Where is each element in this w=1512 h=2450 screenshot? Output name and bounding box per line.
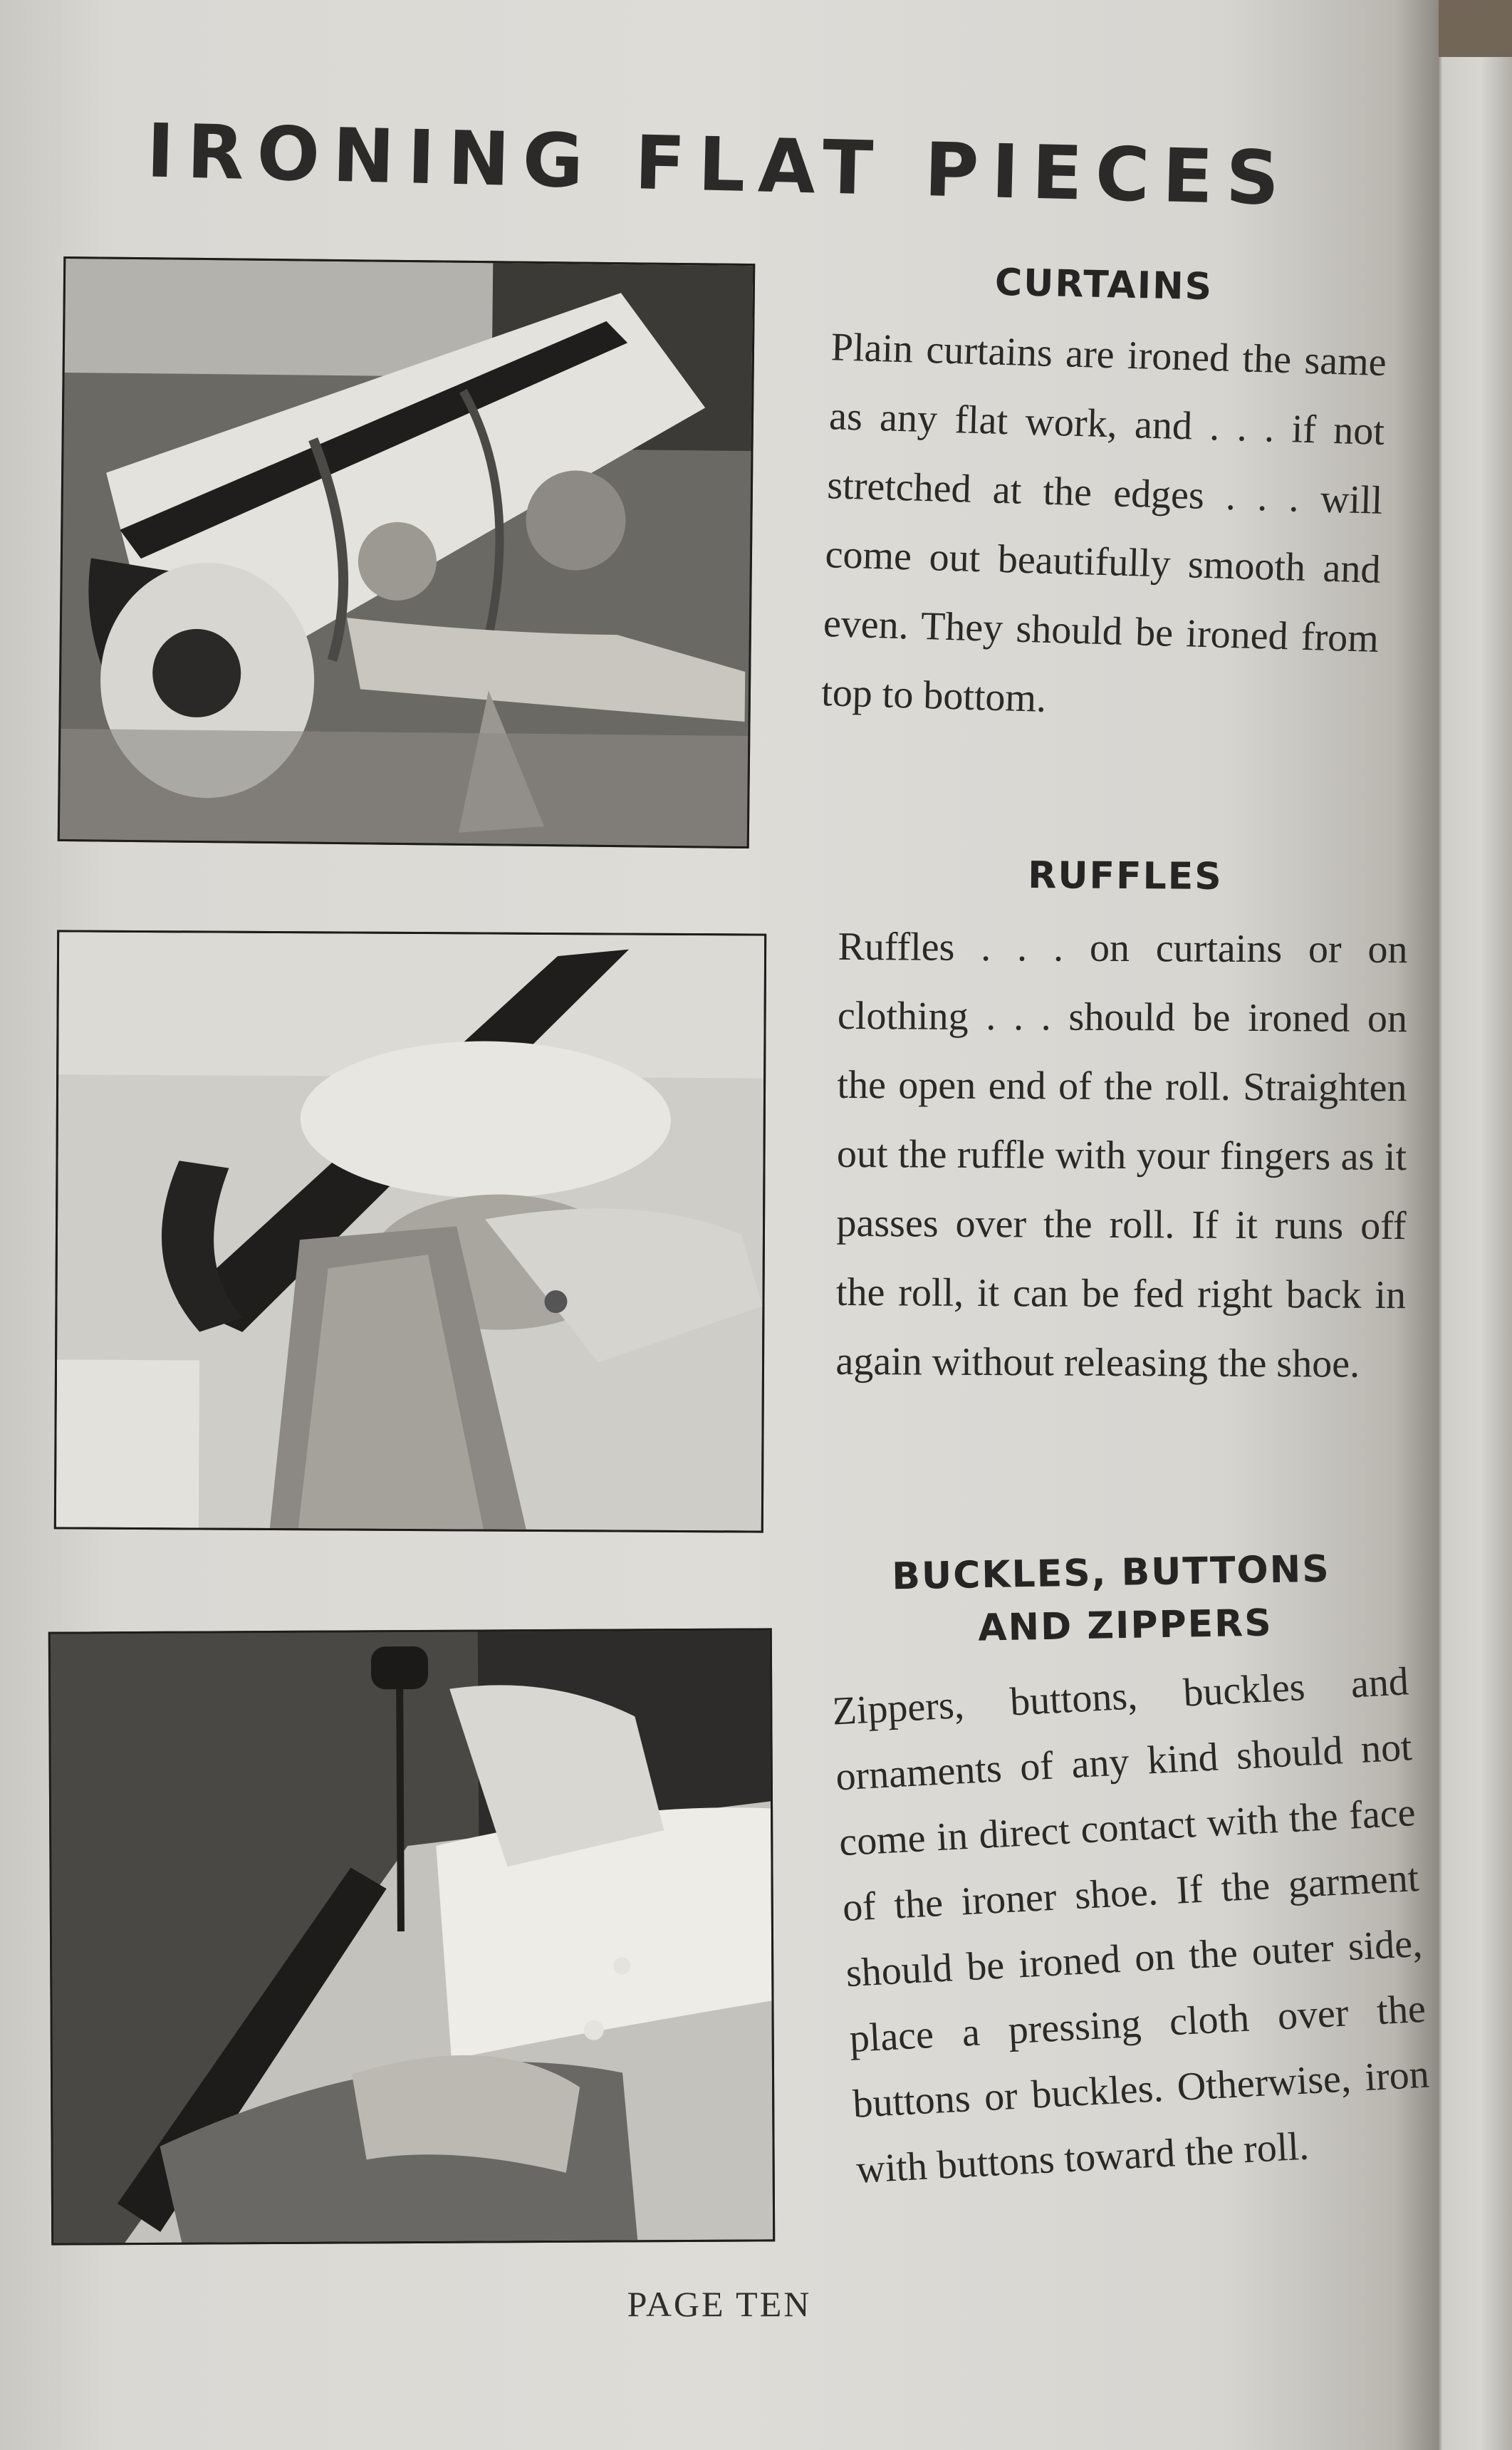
- page-number: PAGE TEN: [627, 2284, 812, 2324]
- heading-curtains: CURTAINS: [994, 261, 1214, 309]
- curtains-photo: [58, 256, 756, 848]
- ruffles-photo: [54, 930, 766, 1532]
- buttons-illustration: [51, 1630, 773, 2243]
- heading-buckles-line1: BUCKLES, BUTTONS: [891, 1547, 1331, 1599]
- next-page-edge: [1433, 57, 1512, 2450]
- buckles-text: Zippers, buttons, buckles and ornaments of any kind should not come in direct contact with the face of the ironer shoe. If the garment should be ironed on the outer side, place a pressing cloth over the buttons or buckles. Otherwise, iron with buttons toward the roll.: [831, 1659, 1431, 2192]
- ruffles-text: Ruffles . . . on curtains or on clothing . . . should be ironed on the open end of the roll. Straighten out the ruffle with your fingers as it passes over the roll. If it runs off the roll, it can be fed right back in again without releasing the shoe.: [835, 924, 1408, 1386]
- heading-buckles-line2: AND ZIPPERS: [977, 1602, 1273, 1650]
- buttons-photo: [48, 1628, 775, 2245]
- curtains-text: Plain curtains are ironed the same as any flat work, and . . . if not stretched at the edges . . . will come out beautifully smooth and even. They should be ironed from top to bottom.: [820, 325, 1387, 721]
- ruffles-illustration: [56, 932, 764, 1530]
- page-title: IRONING FLAT PIECES: [145, 107, 1293, 222]
- curtains-illustration: [60, 259, 753, 846]
- heading-ruffles: RUFFLES: [1028, 854, 1223, 898]
